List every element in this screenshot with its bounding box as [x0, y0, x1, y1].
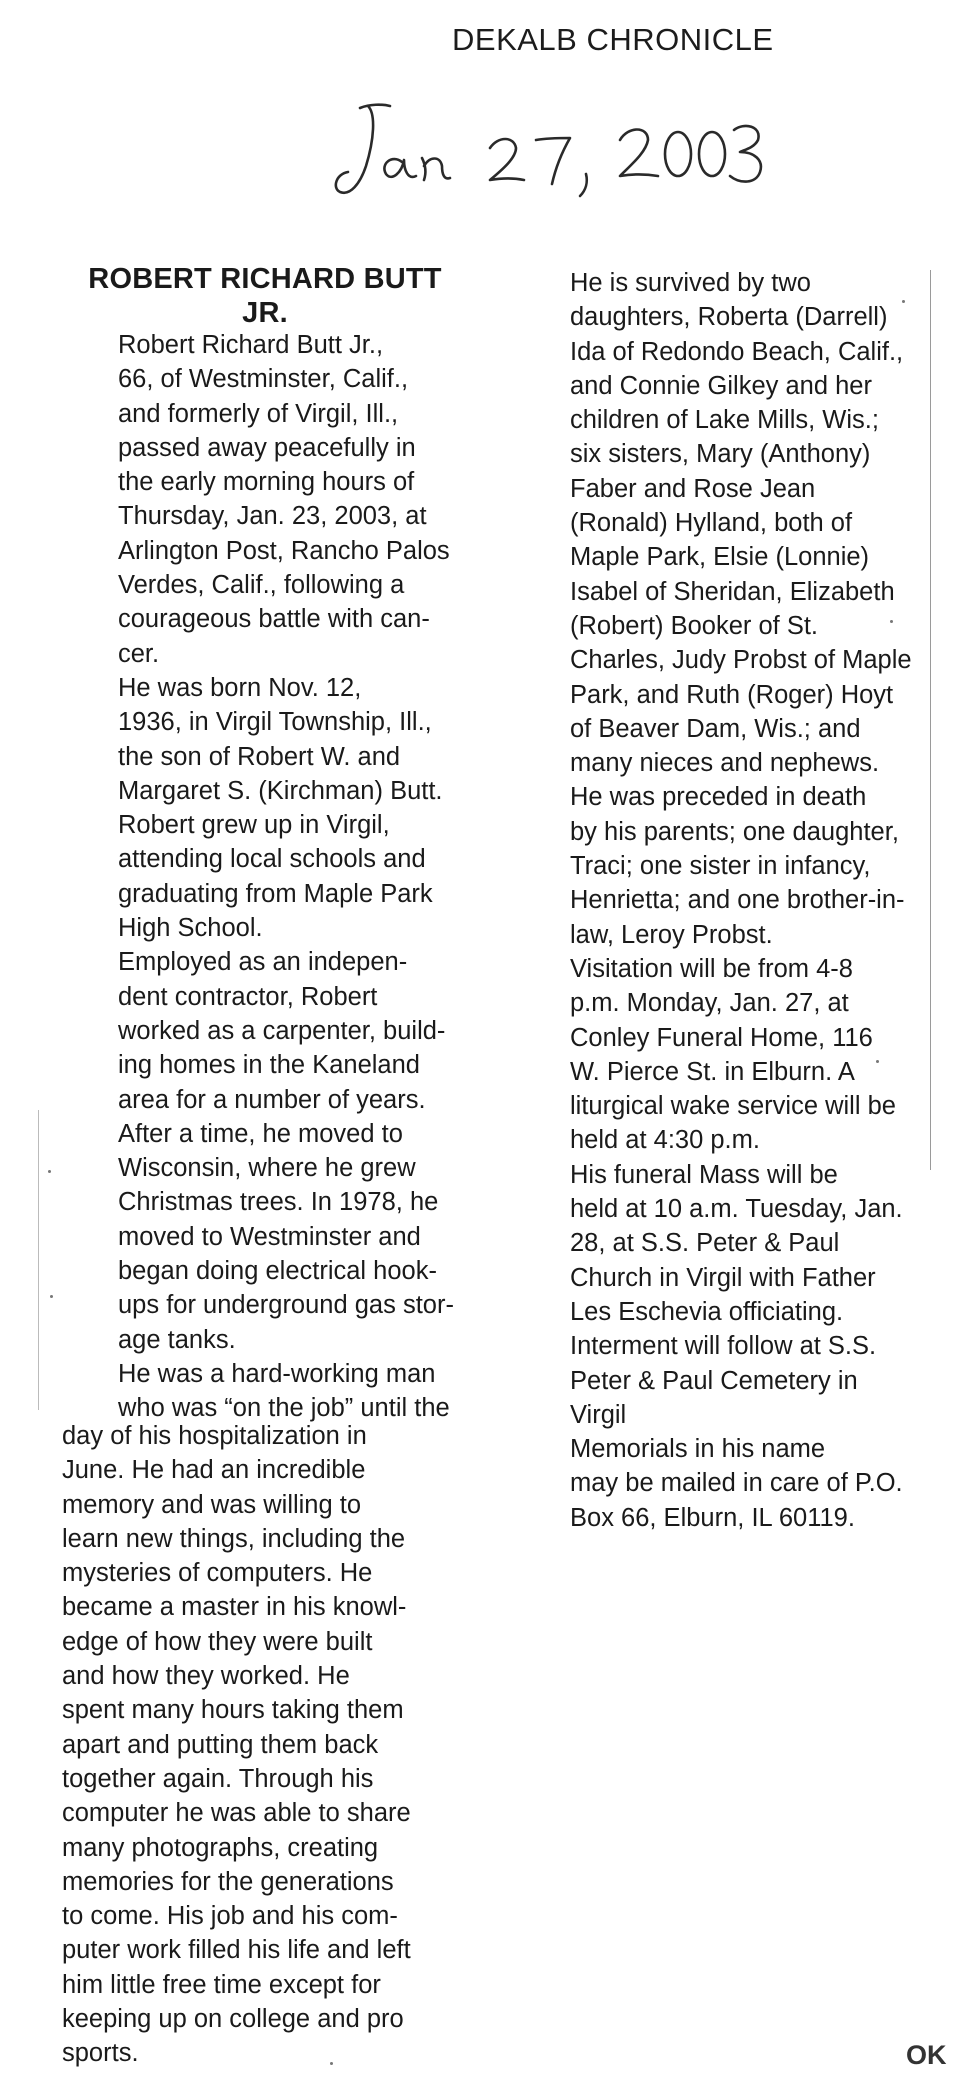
text-line: moved to Westminster and — [118, 1222, 421, 1251]
obituary-paragraph — [530, 1158, 940, 1432]
text-line: Les Eschevia officiating. — [570, 1297, 844, 1326]
text-line: Christmas trees. In 1978, he — [118, 1188, 439, 1217]
text-line: He was preceded in death — [570, 783, 867, 812]
obituary-paragraph — [530, 1432, 940, 1535]
text-line: began doing electrical hook- — [118, 1257, 437, 1286]
print-speck — [890, 620, 893, 623]
text-line: who was “on the job” until the — [118, 1394, 450, 1423]
print-speck — [48, 1170, 51, 1173]
text-line: by his parents; one daughter, — [570, 817, 899, 846]
text-line: mysteries of computers. He — [62, 1559, 373, 1588]
text-line: area for a number of years. — [118, 1085, 426, 1114]
text-line: High School. — [118, 914, 263, 943]
column-rule-right-edge — [930, 270, 931, 1170]
text-line: edge of how they were built — [62, 1627, 373, 1656]
obituary-paragraph — [530, 952, 940, 1158]
text-line: apart and putting them back — [62, 1730, 379, 1759]
text-line: ups for underground gas stor- — [118, 1291, 454, 1320]
text-line: Thursday, Jan. 23, 2003, at — [118, 502, 427, 531]
text-line: to come. His job and his com- — [62, 1902, 398, 1931]
text-line: him little free time except for — [62, 1970, 381, 1999]
column-rule-left-fragment — [38, 1110, 39, 1410]
text-line: W. Pierce St. in Elburn. A — [570, 1057, 855, 1086]
text-line: Ida of Redondo Beach, Calif., — [570, 337, 904, 366]
text-line: Park, and Ruth (Roger) Hoyt — [570, 680, 894, 709]
text-line: 66, of Westminster, Calif., — [118, 365, 409, 394]
edge-text-fragment: OK — [906, 2040, 947, 2070]
text-line: age tanks. — [118, 1325, 236, 1354]
obituary-headline: ROBERT RICHARD BUTT JR. — [88, 263, 442, 329]
text-line: Maple Park, Elsie (Lonnie) — [570, 543, 870, 572]
text-line: Charles, Judy Probst of Maple — [570, 646, 912, 675]
print-speck — [330, 2062, 333, 2065]
text-line: Visitation will be from 4-8 — [570, 954, 853, 983]
text-line: He was a hard-working man — [118, 1359, 436, 1388]
text-line: spent many hours taking them — [62, 1696, 404, 1725]
text-line: day of his hospitalization in — [62, 1422, 367, 1450]
text-line: attending local schools and — [118, 845, 426, 874]
text-line: Box 66, Elburn, IL 60119. — [570, 1503, 855, 1532]
text-line: Robert grew up in Virgil, — [118, 811, 390, 840]
text-line: He was born Nov. 12, — [118, 673, 362, 702]
text-line: Employed as an indepen- — [118, 948, 408, 977]
text-line: together again. Through his — [62, 1764, 374, 1793]
print-speck — [876, 1060, 879, 1063]
text-line: courageous battle with can- — [118, 605, 430, 634]
text-line: liturgical wake service will be — [570, 1092, 896, 1121]
text-line: Conley Funeral Home, 116 — [570, 1023, 873, 1052]
text-line: the early morning hours of — [118, 468, 415, 497]
right-column — [530, 266, 940, 1535]
text-line: worked as a carpenter, build- — [118, 1016, 446, 1045]
text-line: held at 10 a.m. Tuesday, Jan. — [570, 1195, 903, 1224]
text-line: p.m. Monday, Jan. 27, at — [570, 989, 849, 1018]
obituary-paragraph — [530, 266, 940, 780]
obituary-paragraph — [78, 328, 448, 671]
text-line: sports. — [62, 2039, 139, 2068]
text-line: computer he was able to share — [62, 1799, 411, 1828]
text-line: Henrietta; and one brother-in- — [570, 886, 905, 915]
text-line: 28, at S.S. Peter & Paul — [570, 1229, 840, 1258]
text-line: Robert Richard Butt Jr., — [118, 331, 384, 359]
text-line: Faber and Rose Jean — [570, 474, 816, 503]
newspaper-masthead: DEKALB CHRONICLE — [452, 22, 774, 57]
text-line: Peter & Paul Cemetery in — [570, 1366, 858, 1395]
handwritten-date — [330, 100, 790, 210]
text-line: memories for the generations — [62, 1867, 394, 1896]
obituary-paragraph — [78, 1357, 448, 1426]
text-line: and how they worked. He — [62, 1662, 350, 1691]
text-line: (Ronald) Hylland, both of — [570, 509, 853, 538]
text-line: Interment will follow at S.S. — [570, 1332, 877, 1361]
left-column-bottom — [62, 1419, 432, 2071]
text-line: He is survived by two — [570, 269, 811, 297]
text-line: of Beaver Dam, Wis.; and — [570, 714, 861, 743]
text-line: law, Leroy Probst. — [570, 920, 773, 949]
text-line: became a master in his knowl- — [62, 1593, 407, 1622]
print-speck — [902, 300, 905, 303]
text-line: Margaret S. (Kirchman) Butt. — [118, 776, 443, 805]
left-column-top — [78, 328, 454, 1426]
text-line: After a time, he moved to — [118, 1119, 403, 1148]
text-line: (Robert) Booker of St. — [570, 611, 819, 640]
text-line: many photographs, creating — [62, 1833, 379, 1862]
text-line: puter work filled his life and left — [62, 1936, 411, 1965]
text-line: Virgil — [570, 1400, 627, 1429]
obituary-paragraph — [78, 671, 448, 945]
text-line: passed away peacefully in — [118, 433, 416, 462]
text-line: keeping up on college and pro — [62, 2005, 404, 2034]
text-line: 1936, in Virgil Township, Ill., — [118, 708, 432, 737]
text-line: may be mailed in care of P.O. — [570, 1469, 903, 1498]
text-line: cer. — [118, 639, 160, 668]
text-line: Memorials in his name — [570, 1435, 826, 1464]
text-line: Wisconsin, where he grew — [118, 1154, 416, 1183]
text-line: Arlington Post, Rancho Palos — [118, 536, 450, 565]
text-line: June. He had an incredible — [62, 1456, 366, 1485]
obituary-paragraph — [530, 780, 940, 951]
text-line: Verdes, Calif., following a — [118, 571, 405, 600]
text-line: many nieces and nephews. — [570, 749, 880, 778]
text-line: learn new things, including the — [62, 1524, 406, 1553]
text-line: held at 4:30 p.m. — [570, 1126, 760, 1155]
obituary-paragraph — [62, 1419, 432, 2071]
text-line: daughters, Roberta (Darrell) — [570, 303, 888, 332]
text-line: children of Lake Mills, Wis.; — [570, 406, 879, 435]
obituary-paragraph — [78, 945, 454, 1357]
text-line: and formerly of Virgil, Ill., — [118, 399, 399, 428]
text-line: graduating from Maple Park — [118, 879, 433, 908]
text-line: and Connie Gilkey and her — [570, 371, 872, 400]
text-line: memory and was willing to — [62, 1490, 362, 1519]
text-line: Isabel of Sheridan, Elizabeth — [570, 577, 895, 606]
text-line: dent contractor, Robert — [118, 982, 378, 1011]
text-line: His funeral Mass will be — [570, 1160, 838, 1189]
text-line: the son of Robert W. and — [118, 742, 401, 771]
print-speck — [50, 1295, 53, 1298]
text-line: six sisters, Mary (Anthony) — [570, 440, 871, 469]
text-line: ing homes in the Kaneland — [118, 1051, 420, 1080]
text-line: Traci; one sister in infancy, — [570, 852, 871, 881]
text-line: Church in Virgil with Father — [570, 1263, 876, 1292]
